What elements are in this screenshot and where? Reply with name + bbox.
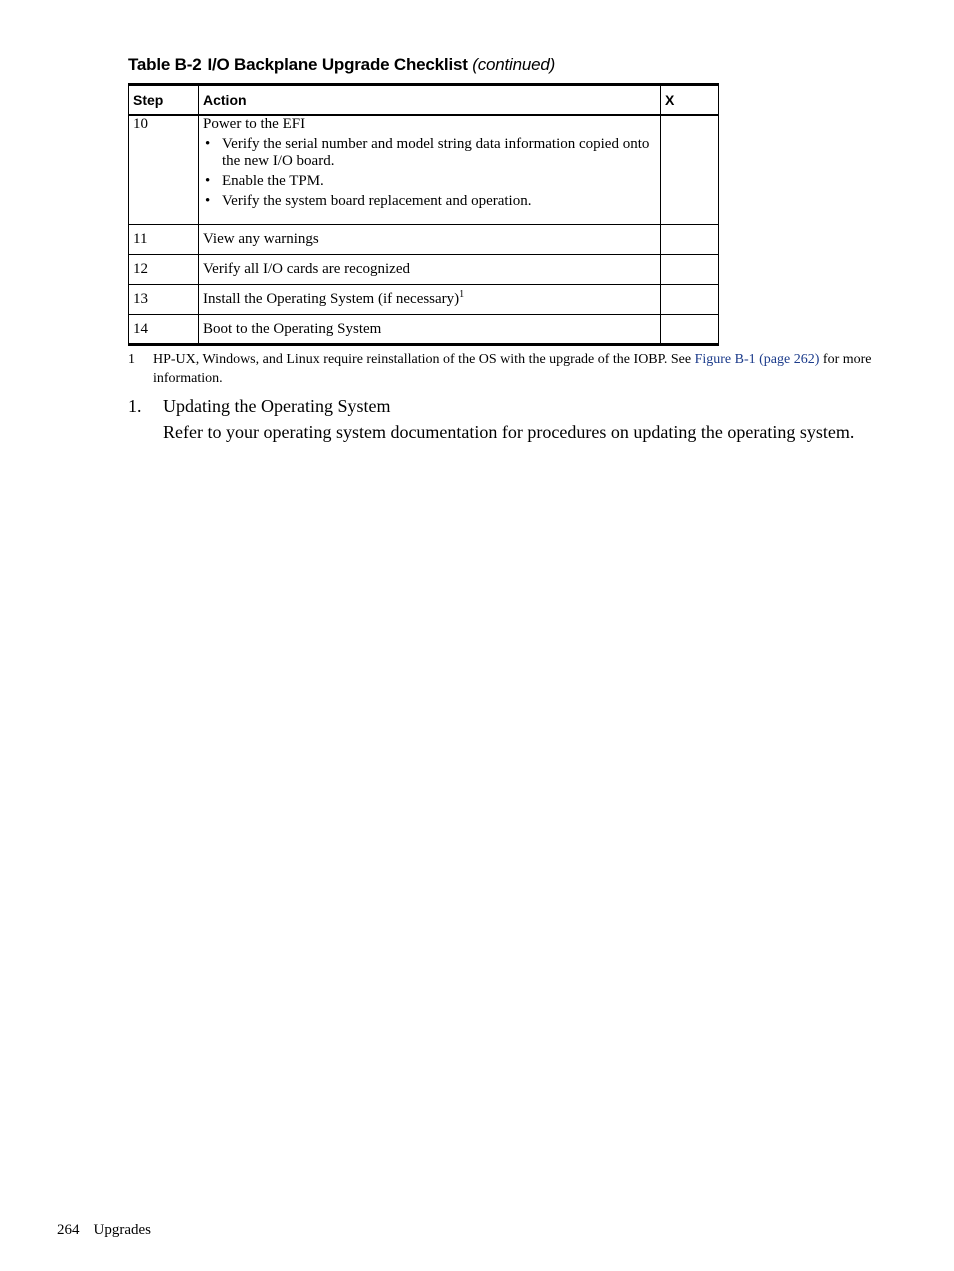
table-title: I/O Backplane Upgrade Checklist (207, 55, 468, 74)
check-cell (661, 315, 719, 345)
action-bullet-list (203, 136, 656, 210)
action-cell (199, 115, 661, 225)
table-row (129, 225, 719, 255)
page-number: 264 (57, 1222, 80, 1238)
list-item (203, 136, 656, 170)
check-cell (661, 255, 719, 285)
footnote-ref-link[interactable]: 1 (459, 289, 465, 300)
action-cell: Boot to the Operating System (199, 315, 661, 345)
step-cell: 11 (129, 225, 199, 255)
footnote-text-before: HP-UX, Windows, and Linux require reinstallation of the OS with the upgrade of the IOBP. See (153, 352, 695, 367)
upgrade-checklist-table (128, 83, 719, 346)
column-header-check: X (661, 85, 719, 115)
check-cell (661, 285, 719, 315)
table-row (129, 285, 719, 315)
step-cell: 14 (129, 315, 199, 345)
action-cell: View any warnings (199, 225, 661, 255)
step-cell: 13 (129, 285, 199, 315)
step-cell: 12 (129, 255, 199, 285)
figure-link[interactable]: Figure B-1 (page 262) (694, 352, 820, 367)
bullet-text: Verify the system board replacement and operation. (222, 192, 532, 209)
page-footer (57, 1222, 151, 1239)
procedure-step (128, 396, 868, 442)
bullet-text: Verify the serial number and model string data information copied onto the new I/O board. (222, 135, 650, 169)
action-text: Install the Operating System (if necessary) (203, 291, 460, 307)
list-item (203, 193, 656, 210)
footnote-text-after: for more information. (153, 352, 872, 386)
check-cell (661, 225, 719, 255)
footnote-number: 1 (128, 352, 135, 367)
action-cell: Verify all I/O cards are recognized (199, 255, 661, 285)
table-row (129, 255, 719, 285)
column-header-action: Action (199, 85, 661, 115)
step-body: Refer to your operating system documentation for procedures on updating the operating system. (163, 422, 855, 442)
check-cell (661, 115, 719, 225)
footnote-text (153, 350, 878, 388)
step-number: 1. (128, 396, 142, 416)
continued-note: (continued) (472, 55, 556, 74)
bullet-text: Enable the TPM. (222, 172, 324, 189)
bullet-icon: • (205, 172, 211, 189)
table-header-row (129, 85, 719, 115)
step-cell: 10 (129, 115, 199, 225)
table-caption (128, 55, 555, 75)
bullet-icon: • (205, 135, 211, 152)
table-row (129, 315, 719, 345)
table-row (129, 115, 719, 225)
action-text: Power to the EFI (203, 115, 306, 132)
action-cell (199, 285, 661, 315)
list-item (203, 173, 656, 190)
bullet-icon: • (205, 192, 211, 209)
column-header-step: Step (129, 85, 199, 115)
table-footnote (128, 350, 878, 388)
footer-section: Upgrades (93, 1222, 151, 1238)
step-title: Updating the Operating System (163, 396, 391, 416)
table-label: Table B-2 (128, 55, 202, 74)
